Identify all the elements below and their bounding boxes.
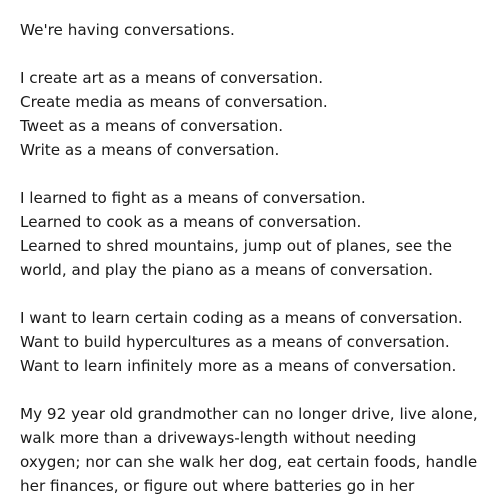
text-line: Write as a means of conversation.	[20, 141, 280, 159]
text-line: I learned to fight as a means of conversation.	[20, 189, 366, 207]
paragraph-learned	[20, 186, 480, 282]
text-line: world, and play the piano as a means of conversation.	[20, 261, 433, 279]
text-line: her finances, or figure out where batteries go in her	[20, 477, 415, 495]
text-line: Want to build hypercultures as a means of conversation.	[20, 333, 450, 351]
text-line: oxygen; nor can she walk her dog, eat certain foods, handle	[20, 453, 478, 471]
text-line: I want to learn certain coding as a means of conversation.	[20, 309, 463, 327]
text-line: walk more than a driveways-length without needing	[20, 429, 417, 447]
paragraph-intro	[20, 18, 480, 42]
text-line: I create art as a means of conversation.	[20, 69, 324, 87]
text-line: Learned to cook as a means of conversation.	[20, 213, 362, 231]
text-line: We're having conversations.	[20, 21, 235, 39]
text-line: My 92 year old grandmother can no longer drive, live alone,	[20, 405, 478, 423]
text-line: Tweet as a means of conversation.	[20, 117, 284, 135]
paragraph-create	[20, 66, 480, 162]
text-line: Learned to shred mountains, jump out of planes, see the	[20, 237, 452, 255]
text-line: Create media as means of conversation.	[20, 93, 328, 111]
paragraph-want	[20, 306, 480, 378]
text-line: Want to learn infinitely more as a means of conversation.	[20, 357, 457, 375]
paragraph-grandmother	[20, 402, 480, 498]
